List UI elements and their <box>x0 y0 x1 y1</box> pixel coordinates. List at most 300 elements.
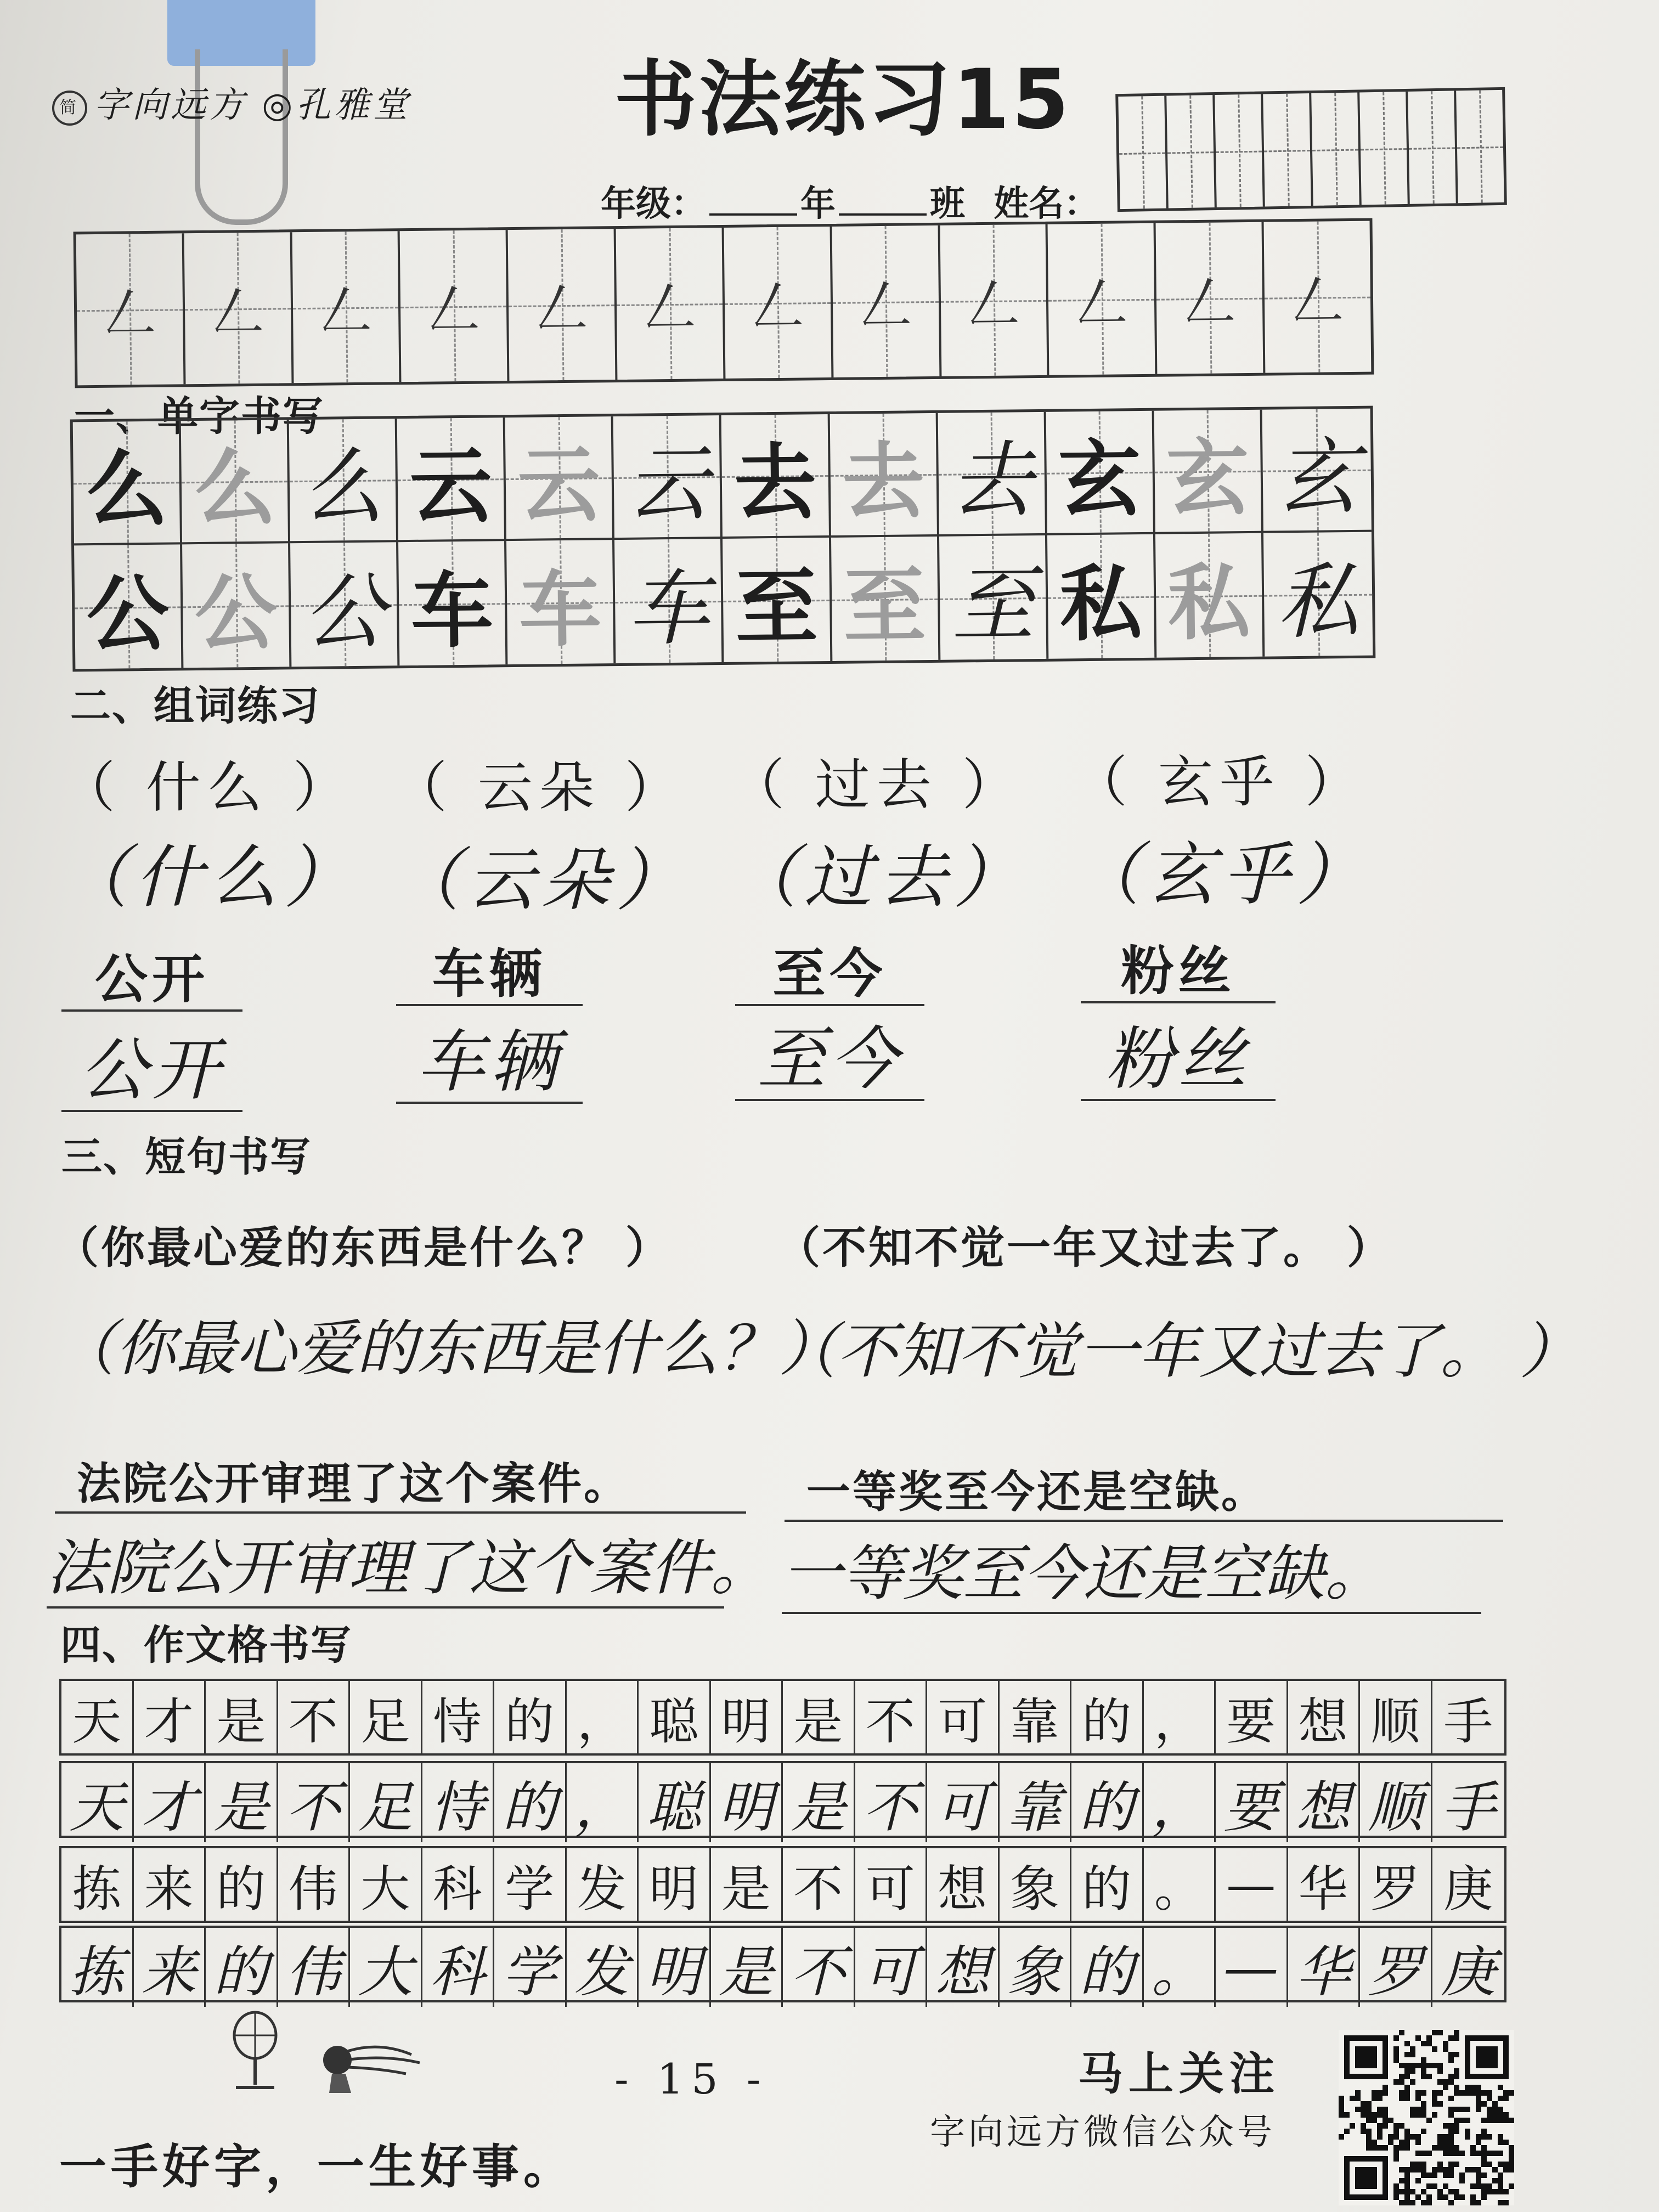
qr-module <box>1498 2172 1503 2178</box>
composition-model-cell: 不 <box>278 1681 351 1753</box>
composition-practice-cell[interactable]: 是 <box>711 1928 783 2007</box>
qr-module <box>1421 2090 1426 2096</box>
qr-module <box>1470 2085 1476 2090</box>
practice-character-cell[interactable] <box>181 420 290 544</box>
composition-practice-cell[interactable]: 不 <box>783 1928 855 2007</box>
composition-practice-cell[interactable]: 明 <box>711 1763 783 1842</box>
qr-module <box>1492 2118 1498 2123</box>
stroke-cell[interactable] <box>616 228 726 380</box>
stroke-glyph: 𠃋 <box>535 278 589 340</box>
qr-module <box>1448 2107 1454 2112</box>
qr-module <box>1503 2189 1509 2194</box>
stroke-glyph: 𠃋 <box>1075 272 1128 335</box>
composition-written-line <box>59 1761 1506 1838</box>
composition-model-cell: 拣 <box>61 1848 134 1921</box>
year-label: 年 <box>800 184 836 224</box>
composition-practice-cell[interactable]: 手 <box>1441 1775 1496 1839</box>
stroke-glyph: 𠃋 <box>859 274 912 337</box>
qr-module <box>1481 2172 1487 2178</box>
qr-module <box>1399 2063 1404 2068</box>
composition-model-cell: 明 <box>711 1681 783 1753</box>
qr-module <box>1454 2030 1459 2035</box>
name-cell[interactable] <box>1166 95 1217 208</box>
practice-character-cell[interactable] <box>1154 410 1263 534</box>
qr-module <box>1432 2090 1437 2096</box>
name-grid[interactable] <box>1115 87 1507 212</box>
qr-module <box>1383 2123 1388 2129</box>
qr-module <box>1448 2200 1454 2205</box>
composition-practice-cell[interactable]: 大 <box>350 1928 422 2007</box>
qr-module <box>1393 2052 1399 2057</box>
qr-module <box>1448 2079 1454 2085</box>
qr-module <box>1410 2189 1415 2194</box>
stroke-cell[interactable] <box>1048 223 1158 375</box>
character: 么 <box>301 439 385 536</box>
section2-heading: 二、组词练习 <box>70 682 320 730</box>
qr-module <box>1415 2134 1421 2140</box>
character: 玄 <box>1058 431 1142 528</box>
composition-model-cell: 可 <box>927 1681 1000 1753</box>
line-word-written[interactable]: 粉丝 <box>1081 1020 1276 1101</box>
qr-module <box>1410 2079 1415 2085</box>
qr-module <box>1454 2145 1459 2151</box>
practice-character-cell[interactable] <box>290 542 399 667</box>
character: 去 <box>842 433 925 531</box>
character: 车 <box>518 561 602 658</box>
practice-character-cell[interactable] <box>938 412 1047 537</box>
qr-module <box>1454 2194 1459 2200</box>
character: 公 <box>302 563 386 661</box>
grade-label: 年级： <box>601 184 706 224</box>
qr-module <box>1372 2090 1377 2096</box>
practice-character-cell[interactable] <box>289 419 398 543</box>
stroke-cell[interactable] <box>400 230 510 382</box>
character: 去 <box>950 432 1034 529</box>
qr-module <box>1437 2101 1443 2107</box>
composition-practice-cell[interactable]: 聪 <box>639 1763 711 1842</box>
practice-character-cell[interactable] <box>1263 532 1373 657</box>
composition-practice-cell[interactable]: 是 <box>206 1763 278 1842</box>
qr-module <box>1426 2118 1432 2123</box>
model-character-cell <box>723 538 832 662</box>
qr-module <box>1459 2118 1465 2123</box>
qr-module <box>1432 2096 1437 2101</box>
qr-module <box>1366 2140 1372 2145</box>
qr-module <box>1465 2118 1470 2123</box>
character: 私 <box>1059 556 1143 653</box>
qr-module <box>1437 2167 1443 2172</box>
qr-module <box>1410 2112 1415 2118</box>
qr-module <box>1487 2134 1492 2140</box>
qr-module <box>1481 2194 1487 2200</box>
paren-word-written: （什么） <box>60 838 359 917</box>
composition-model-cell: 天 <box>61 1681 134 1753</box>
qr-code-icon[interactable] <box>1339 2030 1514 2205</box>
qr-module <box>1437 2079 1443 2085</box>
composition-practice-cell[interactable]: ， <box>1144 1763 1216 1842</box>
name-label: 姓名： <box>994 184 1099 224</box>
qr-module <box>1509 2183 1514 2189</box>
composition-practice-cell[interactable]: 来 <box>134 1928 206 2007</box>
qr-module <box>1404 2063 1410 2068</box>
qr-module <box>1404 2134 1410 2140</box>
brand-logo <box>52 77 411 127</box>
qr-module <box>1393 2145 1399 2151</box>
character: 玄 <box>1275 429 1359 526</box>
qr-module <box>1448 2134 1454 2140</box>
qr-module <box>1355 2096 1361 2101</box>
composition-model-cell: 的 <box>494 1681 567 1753</box>
practice-character-cell[interactable] <box>939 535 1048 660</box>
qr-module <box>1459 2178 1465 2183</box>
qr-module <box>1465 2090 1470 2096</box>
stroke-cell[interactable] <box>1156 222 1266 374</box>
qr-module <box>1509 2156 1514 2162</box>
qr-module <box>1487 2162 1492 2167</box>
character: 玄 <box>1166 430 1250 527</box>
character: 至 <box>951 557 1035 654</box>
qr-module <box>1448 2112 1454 2118</box>
qr-module <box>1443 2041 1448 2046</box>
composition-practice-cell[interactable]: 的 <box>494 1763 567 1842</box>
qr-module <box>1476 2200 1481 2205</box>
qr-module <box>1366 2107 1372 2112</box>
qr-module <box>1410 2167 1415 2172</box>
qr-module <box>1509 2118 1514 2123</box>
paren-word-model: （ 什么 ） <box>60 755 354 820</box>
name-cell[interactable] <box>1215 94 1265 208</box>
qr-module <box>1481 2189 1487 2194</box>
composition-practice-cell[interactable]: 伟 <box>278 1928 351 2007</box>
qr-module <box>1437 2145 1443 2151</box>
qr-module <box>1415 2194 1421 2200</box>
qr-module <box>1393 2035 1399 2041</box>
qr-module <box>1366 2101 1372 2107</box>
qr-module <box>1465 2107 1470 2112</box>
name-cell[interactable] <box>1118 96 1169 210</box>
qr-module <box>1509 2167 1514 2172</box>
composition-model-cell: 罗 <box>1360 1848 1432 1921</box>
composition-practice-cell[interactable]: 天 <box>61 1763 134 1842</box>
qr-module <box>1393 2134 1399 2140</box>
practice-character-cell[interactable] <box>614 539 724 663</box>
class-blank[interactable] <box>839 191 927 216</box>
stroke-glyph: 𠃋 <box>211 281 264 343</box>
qr-module <box>1443 2194 1448 2200</box>
practice-character-cell[interactable] <box>613 415 723 540</box>
composition-practice-cell[interactable]: 的 <box>1071 1763 1144 1842</box>
qr-module <box>1399 2178 1404 2183</box>
qr-module <box>1372 2112 1377 2118</box>
qr-module <box>1366 2129 1372 2134</box>
qr-module <box>1421 2063 1426 2068</box>
line-word-model: 粉丝 <box>1081 941 1276 1003</box>
qr-module <box>1476 2183 1481 2189</box>
qr-module <box>1481 2156 1487 2162</box>
composition-model-cell: 华 <box>1288 1848 1361 1921</box>
composition-practice-cell[interactable]: 可 <box>855 1928 928 2007</box>
composition-practice-cell[interactable]: 学 <box>494 1928 567 2007</box>
qr-module <box>1503 2162 1509 2167</box>
qr-module <box>1498 2151 1503 2156</box>
character: 私 <box>1167 555 1251 652</box>
qr-module <box>1487 2151 1492 2156</box>
qr-module <box>1393 2151 1399 2156</box>
qr-module <box>1509 2145 1514 2151</box>
class-label: 班 <box>930 184 965 224</box>
character-grid <box>70 406 1376 672</box>
qr-module <box>1481 2129 1487 2134</box>
qr-module <box>1383 2090 1388 2096</box>
composition-model-cell: 来 <box>134 1848 206 1921</box>
qr-module <box>1372 2096 1377 2101</box>
qr-module <box>1410 2068 1415 2074</box>
qr-module <box>1410 2052 1415 2057</box>
qr-module <box>1339 2107 1344 2112</box>
composition-practice-cell[interactable]: 。 <box>1144 1928 1216 2007</box>
qr-module <box>1498 2140 1503 2145</box>
qr-module <box>1503 2200 1509 2205</box>
qr-module <box>1470 2167 1476 2172</box>
composition-model-cell: ， <box>567 1681 639 1753</box>
qr-module <box>1487 2107 1492 2112</box>
sentence-written[interactable]: 一等奖至今还是空缺。 <box>782 1525 1481 1614</box>
qr-module <box>1443 2183 1448 2189</box>
sentence-written[interactable]: （你最心爱的东西是什么？） <box>55 1313 839 1384</box>
qr-module <box>1383 2107 1388 2112</box>
composition-practice-cell[interactable]: 罗 <box>1360 1928 1432 2007</box>
composition-practice-cell[interactable]: 要 <box>1216 1763 1288 1842</box>
composition-model-line <box>59 1846 1506 1923</box>
name-cell[interactable] <box>1311 92 1362 206</box>
qr-module <box>1388 2140 1393 2145</box>
composition-practice-cell[interactable]: 发 <box>567 1928 639 2007</box>
qr-module <box>1454 2118 1459 2123</box>
qr-module <box>1454 2162 1459 2167</box>
composition-practice-cell[interactable]: 顺 <box>1360 1763 1432 1842</box>
qr-module <box>1388 2118 1393 2123</box>
qr-module <box>1432 2112 1437 2118</box>
qr-module <box>1448 2057 1454 2063</box>
name-cell[interactable] <box>1456 90 1504 203</box>
practice-character-cell[interactable] <box>182 543 291 668</box>
qr-module <box>1448 2052 1454 2057</box>
paren-word-written: （云朵） <box>392 841 691 920</box>
qr-module <box>1426 2035 1432 2041</box>
stroke-cell[interactable] <box>724 227 834 379</box>
qr-module <box>1437 2063 1443 2068</box>
qr-module <box>1437 2140 1443 2145</box>
qr-module <box>1426 2151 1432 2156</box>
qr-module <box>1426 2063 1432 2068</box>
qr-module <box>1437 2030 1443 2035</box>
qr-module <box>1421 2189 1426 2194</box>
qr-module <box>1404 2074 1410 2079</box>
qr-module <box>1426 2194 1432 2200</box>
qr-module <box>1404 2096 1410 2101</box>
qr-module <box>1470 2183 1476 2189</box>
qr-module <box>1361 2129 1366 2134</box>
qr-module <box>1481 2134 1487 2140</box>
practice-character-cell[interactable] <box>1155 533 1265 658</box>
stroke-cell[interactable] <box>832 225 941 377</box>
stroke-cell[interactable] <box>940 224 1049 376</box>
composition-practice-cell[interactable]: 靠 <box>1000 1763 1072 1842</box>
qr-module <box>1503 2167 1509 2172</box>
stroke-cell[interactable] <box>184 232 294 384</box>
qr-module <box>1465 2085 1470 2090</box>
composition-practice-cell[interactable]: 科 <box>422 1928 495 2007</box>
qr-module <box>1481 2151 1487 2156</box>
year-blank[interactable] <box>709 191 797 216</box>
composition-practice-cell[interactable]: 明 <box>639 1928 711 2007</box>
character: 公 <box>86 566 170 663</box>
qr-module <box>1410 2200 1415 2205</box>
sentence-model: （不知不觉一年又过去了。 ） <box>776 1222 1393 1273</box>
qr-module <box>1399 2030 1404 2035</box>
stroke-glyph: 𠃋 <box>427 279 481 341</box>
composition-practice-cell[interactable]: 可 <box>927 1763 1000 1842</box>
qr-module <box>1498 2189 1503 2194</box>
composition-practice-cell[interactable]: ， <box>567 1763 639 1842</box>
binder-clip-wire <box>195 49 288 225</box>
qr-module <box>1492 2151 1498 2156</box>
qr-module <box>1350 2096 1355 2101</box>
qr-module <box>1448 2145 1454 2151</box>
line-word-written[interactable]: 至今 <box>735 1020 924 1101</box>
composition-model-cell: 才 <box>134 1681 206 1753</box>
qr-module <box>1487 2189 1492 2194</box>
sentence-written[interactable]: （不知不觉一年又过去了。 ） <box>776 1316 1580 1386</box>
qr-module <box>1454 2123 1459 2129</box>
composition-model-cell: 学 <box>494 1848 567 1921</box>
qr-module <box>1498 2118 1503 2123</box>
qr-module <box>1383 2112 1388 2118</box>
practice-character-cell[interactable] <box>1262 409 1371 533</box>
qr-module <box>1454 2068 1459 2074</box>
character: 至 <box>735 559 819 656</box>
composition-practice-cell[interactable]: 的 <box>1071 1928 1144 2007</box>
paren-word-model: （ 云朵 ） <box>392 755 686 820</box>
composition-model-cell: 靠 <box>1000 1681 1072 1753</box>
name-cell[interactable] <box>1408 91 1458 204</box>
qr-module <box>1421 2167 1426 2172</box>
practice-character-cell[interactable] <box>505 416 614 541</box>
composition-practice-cell[interactable]: 的 <box>206 1928 278 2007</box>
qr-module <box>1339 2101 1344 2107</box>
section1-heading: 一、单字书写 <box>74 393 324 440</box>
wechat-account-label: 字向远方微信公众号 <box>930 2112 1276 2153</box>
qr-module <box>1399 2096 1404 2101</box>
composition-practice-cell[interactable]: 恃 <box>422 1763 495 1842</box>
composition-practice-cell[interactable]: 才 <box>134 1763 206 1842</box>
stroke-cell[interactable] <box>76 233 186 385</box>
qr-module <box>1410 2063 1415 2068</box>
qr-module <box>1432 2101 1437 2107</box>
qr-module <box>1454 2151 1459 2156</box>
name-cell[interactable] <box>1263 93 1313 207</box>
stroke-cell[interactable] <box>1264 221 1372 373</box>
composition-practice-cell[interactable]: — <box>1216 1928 1288 2007</box>
composition-practice-cell[interactable]: 想 <box>1288 1763 1361 1842</box>
composition-practice-cell[interactable]: 是 <box>783 1763 855 1842</box>
qr-module <box>1432 2030 1437 2035</box>
qr-module <box>1399 2123 1404 2129</box>
qr-module <box>1443 2167 1448 2172</box>
qr-module <box>1421 2041 1426 2046</box>
qr-module <box>1465 2129 1470 2134</box>
qr-module <box>1432 2145 1437 2151</box>
qr-module <box>1421 2200 1426 2205</box>
qr-module <box>1432 2046 1437 2052</box>
composition-practice-cell[interactable]: 拣 <box>61 1928 134 2007</box>
composition-model-cell: 科 <box>422 1848 495 1921</box>
qr-module <box>1339 2096 1344 2101</box>
qr-module <box>1372 2118 1377 2123</box>
qr-module <box>1481 2090 1487 2096</box>
qr-module <box>1487 2096 1492 2101</box>
qr-module <box>1459 2172 1465 2178</box>
qr-module <box>1410 2134 1415 2140</box>
line-word-written[interactable]: 车辆 <box>396 1023 583 1104</box>
qr-module <box>1503 2118 1509 2123</box>
qr-module <box>1481 2162 1487 2167</box>
name-cell[interactable] <box>1359 92 1410 205</box>
practice-character-cell[interactable] <box>831 537 940 661</box>
qr-module <box>1448 2074 1454 2079</box>
line-word-written[interactable]: 公开 <box>61 1031 242 1112</box>
qr-module <box>1443 2085 1448 2090</box>
composition-practice-cell[interactable]: 不 <box>855 1763 928 1842</box>
qr-module <box>1415 2090 1421 2096</box>
stroke-glyph: 𠃋 <box>967 273 1020 336</box>
qr-module <box>1415 2112 1421 2118</box>
practice-character-cell[interactable] <box>506 540 616 664</box>
qr-module <box>1448 2140 1454 2145</box>
qr-module <box>1476 2178 1481 2183</box>
composition-practice-cell[interactable]: 象 <box>1000 1928 1072 2007</box>
composition-model-cell: 的 <box>1071 1848 1144 1921</box>
qr-module <box>1415 2151 1421 2156</box>
practice-character-cell[interactable] <box>830 413 939 538</box>
qr-module <box>1426 2172 1432 2178</box>
composition-practice-cell[interactable]: 想 <box>927 1928 1000 2007</box>
qr-module <box>1476 2101 1481 2107</box>
composition-practice-cell[interactable]: 不 <box>278 1763 351 1842</box>
composition-model-cell: 是 <box>783 1681 855 1753</box>
composition-practice-cell[interactable]: 足 <box>350 1763 422 1842</box>
composition-model-cell: 发 <box>567 1848 639 1921</box>
girl-illustration-icon <box>313 2030 428 2096</box>
qr-module <box>1454 2035 1459 2041</box>
qr-module <box>1443 2172 1448 2178</box>
qr-module <box>1492 2167 1498 2172</box>
composition-practice-cell[interactable]: 华 <box>1288 1928 1361 2007</box>
composition-model-cell: 伟 <box>278 1848 351 1921</box>
stroke-glyph: 𠃋 <box>319 280 373 342</box>
qr-module <box>1361 2101 1366 2107</box>
sentence-written[interactable]: 法院公开审理了这个案件。 <box>47 1520 724 1609</box>
qr-module <box>1454 2107 1459 2112</box>
stroke-cell[interactable] <box>508 229 618 381</box>
stroke-cell[interactable] <box>292 231 402 383</box>
qr-module <box>1393 2189 1399 2194</box>
composition-model-cell: 聪 <box>639 1681 711 1753</box>
qr-module <box>1339 2134 1344 2140</box>
qr-module <box>1393 2183 1399 2189</box>
qr-module <box>1372 2140 1377 2145</box>
composition-practice-cell[interactable]: 庚 <box>1441 1940 1496 2004</box>
